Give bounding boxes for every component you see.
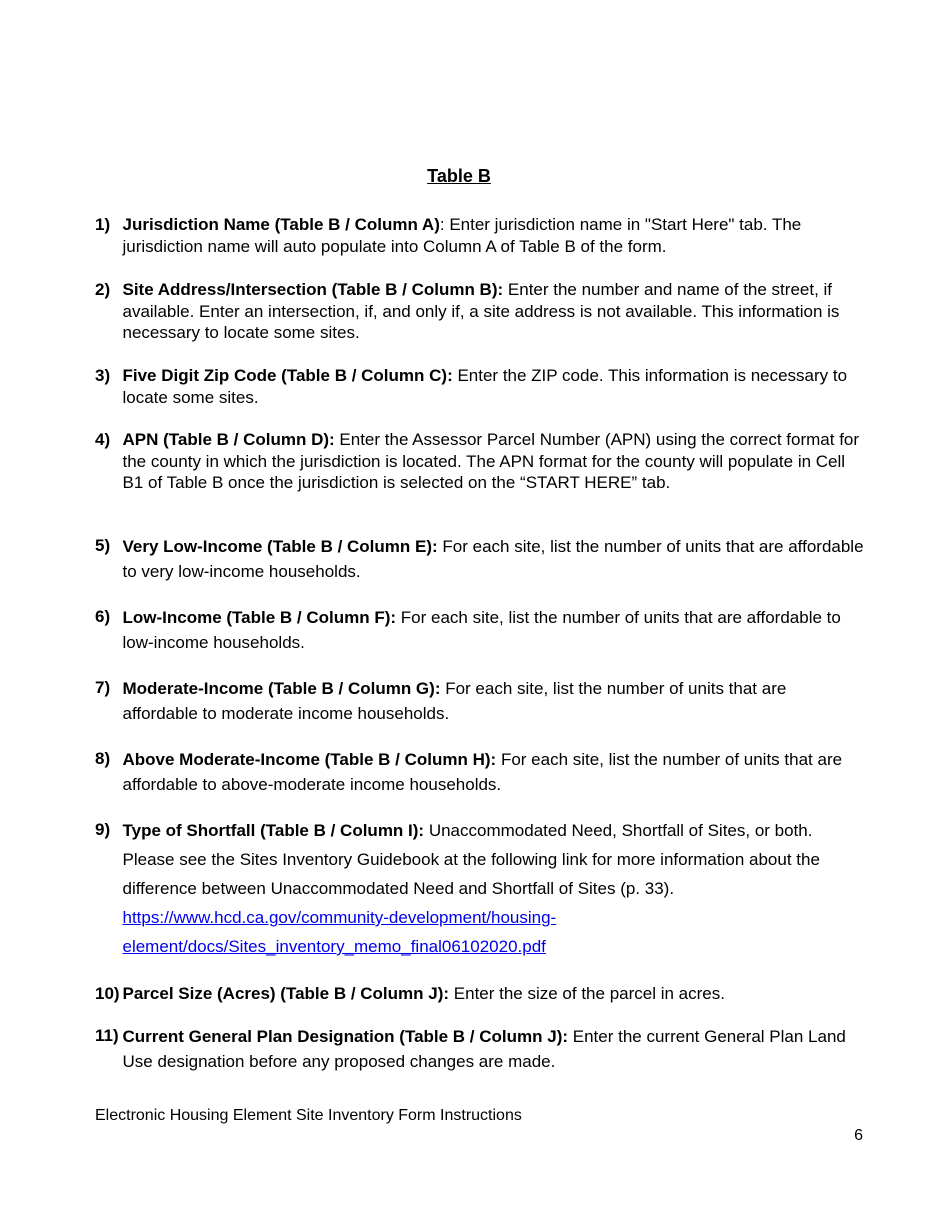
list-item-9 [95, 816, 865, 961]
item-text: : Enter jurisdiction name in "Start Here" tab. The jurisdiction name will auto populate into Column A of Table B of the form. [122, 215, 802, 256]
item-text: For each site, list the number of units that are affordable to above-moderate income households. [122, 750, 843, 794]
item-text: For each site, list the number of units that are affordable to low-income households. [122, 608, 841, 652]
list-item-2 [95, 279, 865, 344]
item-body [123, 606, 866, 655]
item-number: 10) [95, 984, 120, 1003]
list-item-4 [95, 429, 865, 494]
list-item-5 [95, 535, 865, 584]
item-number: 4) [95, 430, 111, 449]
item-heading: APN (Table B / Column D): [122, 430, 335, 449]
item-heading: Parcel Size (Acres) (Table B / Column J): [122, 984, 450, 1003]
list-item-7 [95, 677, 865, 726]
item-body [123, 365, 866, 408]
item-heading: Very Low-Income (Table B / Column E): [122, 537, 438, 556]
item-number: 11) [95, 1026, 119, 1045]
item-body [123, 429, 866, 494]
item-text: Enter the number and name of the street, if available. Enter an intersection, if, and only if, a site address is not available. This information is necessary to locate some sites. [122, 280, 840, 342]
item-heading: Type of Shortfall (Table B / Column I): [122, 821, 425, 840]
list-item-3 [95, 365, 865, 408]
item-number: 5) [95, 536, 111, 555]
list-item-10 [95, 983, 865, 1005]
item-heading: Above Moderate-Income (Table B / Column H): [122, 750, 497, 769]
list-item-11 [95, 1025, 865, 1074]
list-item-6 [95, 606, 865, 655]
item-heading: Site Address/Intersection (Table B / Column B): [122, 280, 504, 299]
item-number: 8) [95, 749, 111, 768]
item-text: Enter the current General Plan Land Use designation before any proposed changes are made. [122, 1027, 846, 1071]
item-number: 1) [95, 215, 111, 234]
item-body [123, 535, 866, 584]
item-heading: Low-Income (Table B / Column F): [122, 608, 397, 627]
item-heading: Current General Plan Designation (Table B / Column J): [122, 1027, 569, 1046]
guidebook-link[interactable]: https://www.hcd.ca.gov/community-development/housing-element/docs/Sites_inventory_memo_final06102020.pdf [122, 908, 557, 956]
item-number: 9) [95, 820, 111, 839]
page-number: 6 [854, 1127, 863, 1144]
item-body [123, 983, 866, 1005]
item-text: For each site, list the number of units that are affordable to very low-income households. [122, 537, 864, 581]
list-item-8 [95, 748, 865, 797]
item-body [123, 748, 866, 797]
item-body [123, 677, 866, 726]
page-title: Table B [427, 166, 491, 186]
item-body [123, 214, 866, 257]
item-body [123, 279, 866, 344]
item-heading: Moderate-Income (Table B / Column G): [122, 679, 441, 698]
item-text: Unaccommodated Need, Shortfall of Sites, or both. Please see the Sites Inventory Guidebook at the following link for more information about the difference between Unaccommodated Need and Shortfall of Sites (p. 33). [122, 821, 820, 898]
item-text: For each site, list the number of units that are affordable to moderate income households. [122, 679, 787, 723]
item-body [123, 1025, 866, 1074]
item-number: 6) [95, 607, 111, 626]
item-number: 3) [95, 366, 111, 385]
item-heading: Five Digit Zip Code (Table B / Column C): [122, 366, 453, 385]
page-footer: Electronic Housing Element Site Inventory Form Instructions [95, 1107, 522, 1124]
item-number: 2) [95, 280, 111, 299]
item-text: Enter the ZIP code. This information is necessary to locate some sites. [122, 366, 848, 407]
item-text: Enter the size of the parcel in acres. [449, 984, 725, 1003]
list-item-1 [95, 214, 865, 257]
item-number: 7) [95, 678, 111, 697]
item-heading: Jurisdiction Name (Table B / Column A) [122, 215, 440, 234]
item-body [123, 816, 866, 961]
item-text: Enter the Assessor Parcel Number (APN) using the correct format for the county in which the jurisdiction is located. The APN format for the county will populate in Cell B1 of Table B once the jurisdiction is selected on the “START HERE” tab. [122, 430, 860, 492]
